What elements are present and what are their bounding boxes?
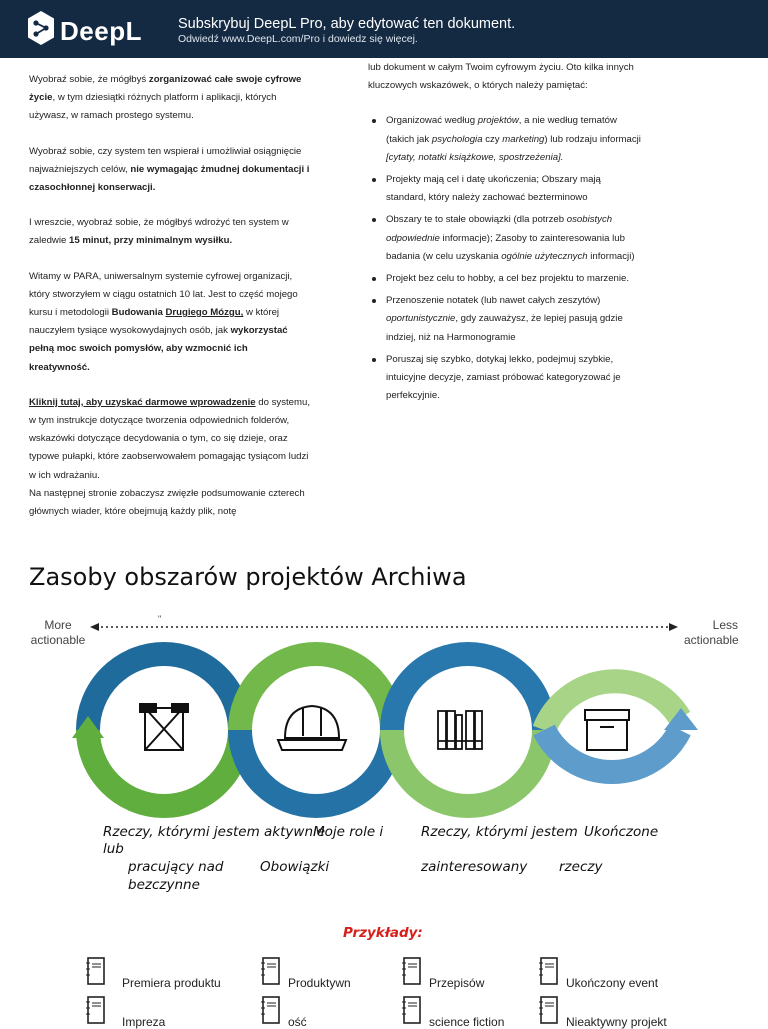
example-archives-1: Ukończony event xyxy=(566,976,659,990)
actionable-scale-arrow xyxy=(90,614,678,631)
less-actionable-label: Less actionable xyxy=(684,618,739,647)
list-item: Przenoszenie notatek (lub nawet całych zeszytów) oportunistycznie, gdy zauważysz, że lepiej pasują gdzie indziej, niż na Harmonogramie xyxy=(368,292,643,347)
caption-resources-2: zainteresowany xyxy=(421,859,528,875)
example-resources-2: science fiction xyxy=(429,1015,505,1029)
notebook-icon xyxy=(538,996,558,1024)
examples-title: Przykłady: xyxy=(343,925,423,941)
paragraph-4: Witamy w PARA, uniwersalnym systemie cyfrowej organizacji, który stworzyłem w ciągu ostatnich 10 lat. Jest to część mojego kursu i metodologii Budowania Drugiego Mózgu, w której nauczyłem tysiące wysokowydajnych osób, jak wykorzystać pełną moc swoich pomysłów, aby wzmocnić ich kreatywność. xyxy=(29,270,298,373)
notebook-icon xyxy=(85,957,105,985)
diagram-title: Zasoby obszarów projektów Archiwa xyxy=(29,563,467,591)
more-actionable-label: More actionable xyxy=(30,618,86,647)
paragraph-6: Na następnej stronie zobaczysz zwięzłe podsumowanie czterech głównych wiader, które obejmują każdy plik, notę xyxy=(29,487,305,518)
notebook-icon xyxy=(401,957,421,985)
example-archives-2: Nieaktywny projekt xyxy=(566,1015,667,1029)
books-icon xyxy=(438,711,482,749)
list-item: Organizować według projektów, a nie według tematów (takich jak psychologia czy marketing) lub rodzaju informacji [cytaty, notatki książkowe, spostrzeżenia]. xyxy=(368,112,643,167)
example-areas-1: Produktywn xyxy=(288,976,351,990)
notebook-icon xyxy=(401,996,421,1024)
caption-archives: Ukończone xyxy=(584,824,659,840)
notebook-icon xyxy=(538,957,558,985)
notebook-icon xyxy=(260,996,280,1024)
caption-areas-2: Obowiązki xyxy=(260,859,330,875)
banner-title: Subskrybuj DeepL Pro, aby edytować ten dokument. xyxy=(178,16,516,32)
scale-dash-mark: " xyxy=(158,614,162,624)
caption-projects-3: bezczynne xyxy=(128,877,200,893)
tools-icon xyxy=(140,704,188,750)
archive-box-icon xyxy=(585,710,629,750)
example-projects-2: Impreza xyxy=(122,1015,166,1029)
caption-archives-2: rzeczy xyxy=(559,859,603,875)
caption-projects: Rzeczy, którymi jestem aktywnie xyxy=(103,824,326,840)
caption-areas: Moje role i xyxy=(313,824,384,840)
second-brain-link[interactable]: Drugiego Mózgu, xyxy=(165,307,244,319)
notebook-icon xyxy=(260,957,280,985)
list-item: Projekt bez celu to hobby, a cel bez projektu to marzenie. xyxy=(368,270,643,288)
example-resources-1: Przepisów xyxy=(429,976,485,990)
free-intro-link[interactable]: Kliknij tutaj, aby uzyskać darmowe wprowadzenie xyxy=(29,396,256,408)
notebook-icon xyxy=(85,996,105,1024)
paragraph-1: Wyobraź sobie, że mógłbyś zorganizować całe swoje cyfrowe życie, w tym dziesiątki różnych platform i aplikacji, których używasz, w ramach prostego systemu. xyxy=(29,74,302,122)
projects-ring xyxy=(72,654,240,806)
paragraph-5: Kliknij tutaj, aby uzyskać darmowe wprowadzenie do systemu, w tym instrukcje dotyczące tworzenia odpowiednich folderów, wskazówki dotyczące decydowania o tym, co się dzieje, oraz typowe pułapki, które zaobserwowałem pomagając tysiącom ludzi w ich wdrażaniu. xyxy=(29,396,310,481)
logo-text: DeepL xyxy=(60,16,142,46)
caption-projects-2: pracujący nad xyxy=(128,859,224,875)
hard-hat-icon xyxy=(278,706,346,750)
banner-subtitle[interactable]: Odwiedź www.DeepL.com/Pro i dowiedz się więcej. xyxy=(178,33,418,45)
list-item: Obszary te to stałe obowiązki (dla potrzeb osobistych odpowiednie informacje); Zasoby to zainteresowania lub badania (w celu uzyskania ogólnie użytecznych informacji) xyxy=(368,211,643,266)
caption-projects-or: lub xyxy=(103,841,124,857)
list-item: Poruszaj się szybko, dotykaj lekko, podejmuj szybkie, intuicyjne decyzje, zamiast próbować kategoryzować je perfekcyjnie. xyxy=(368,351,643,406)
example-areas-2: ość xyxy=(288,1015,307,1029)
paragraph-3: I wreszcie, wyobraź sobie, że mógłbyś wdrożyć ten system w zaledwie 15 minut, przy minimalnym wysiłku. xyxy=(29,217,289,247)
list-item: Projekty mają cel i datę ukończenia; Obszary mają standard, który należy zachować bezterminowo xyxy=(368,171,643,207)
example-projects-1: Premiera produktu xyxy=(122,976,221,990)
right-intro: lub dokument w całym Twoim cyfrowym życiu. Oto kilka innych kluczowych wskazówek, o których należy pamiętać: xyxy=(368,62,634,92)
paragraph-2: Wyobraź sobie, czy system ten wspierał i umożliwiał osiągnięcie najważniejszych celów, nie wymagając żmudnej dokumentacji i czasochłonnej konserwacji. xyxy=(29,145,310,194)
caption-resources: Rzeczy, którymi jestem xyxy=(421,824,578,840)
